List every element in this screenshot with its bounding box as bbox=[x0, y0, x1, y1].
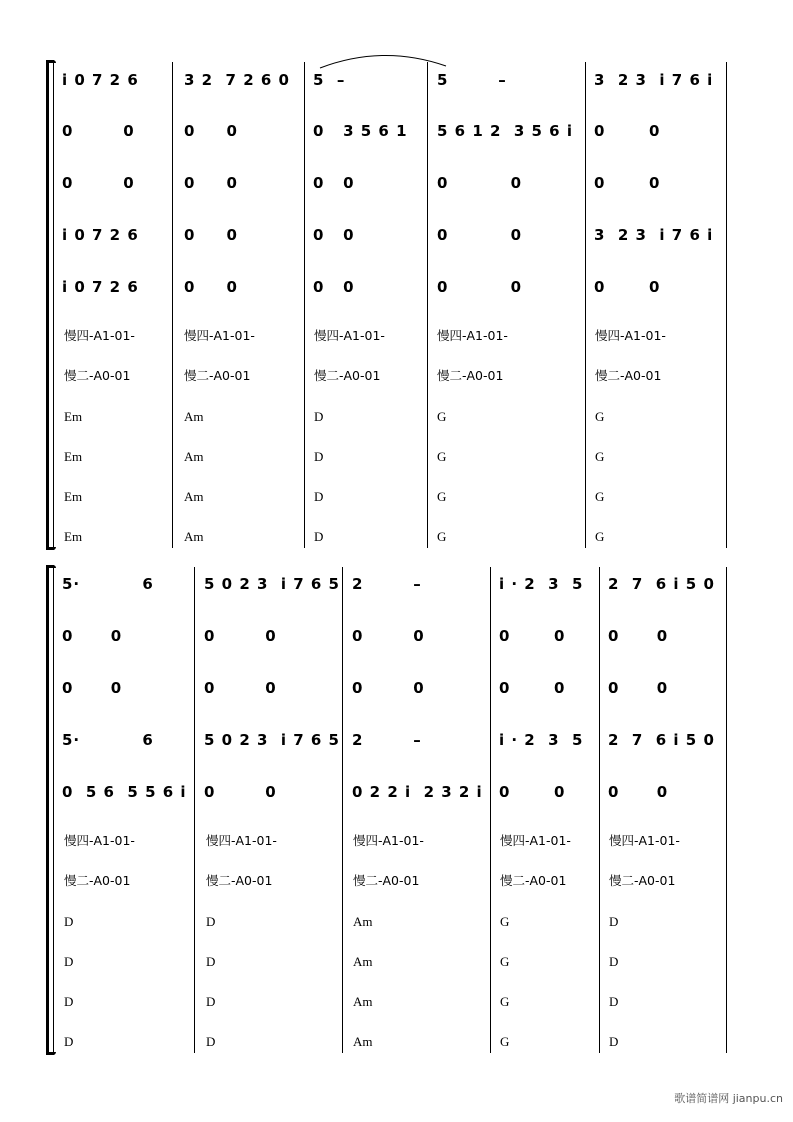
chord-label: D bbox=[314, 409, 324, 424]
system-1-barline-2 bbox=[304, 62, 305, 548]
chord-label: G bbox=[595, 409, 605, 424]
rhythm-label: 慢四-A1-01- bbox=[184, 328, 255, 343]
note-cell: 0 0 bbox=[608, 679, 669, 697]
note-cell: 0 0 bbox=[352, 627, 425, 645]
note-cell: 0 0 bbox=[204, 627, 277, 645]
note-cell: 0 0 bbox=[62, 679, 123, 697]
note-cell: 0 2 2 i 2 3 2 i bbox=[352, 783, 483, 801]
rhythm-label: 慢二-A0-01 bbox=[595, 368, 662, 383]
chord-label: Em bbox=[64, 449, 83, 464]
note-cell: 0 0 bbox=[437, 226, 523, 244]
rhythm-label: 慢二-A0-01 bbox=[206, 873, 273, 888]
chord-label: G bbox=[500, 1034, 510, 1049]
note-cell: 0 0 bbox=[204, 783, 277, 801]
rhythm-label: 慢四-A1-01- bbox=[314, 328, 385, 343]
rhythm-label: 慢四-A1-01- bbox=[437, 328, 508, 343]
chord-label: Am bbox=[184, 529, 204, 544]
chord-label: G bbox=[595, 489, 605, 504]
note-cell: 0 0 bbox=[608, 783, 669, 801]
system-1-barline-4 bbox=[585, 62, 586, 548]
note-cell: 5 – bbox=[437, 71, 507, 89]
chord-label: D bbox=[314, 529, 324, 544]
note-cell: 0 0 bbox=[204, 679, 277, 697]
system-2-barline-4 bbox=[599, 567, 600, 1053]
note-cell: 0 0 bbox=[594, 174, 661, 192]
chord-label: G bbox=[437, 489, 447, 504]
note-cell: 0 0 bbox=[313, 226, 355, 244]
note-cell: 0 3 5 6 1 bbox=[313, 122, 408, 140]
rhythm-label: 慢二-A0-01 bbox=[64, 873, 131, 888]
chord-label: Em bbox=[64, 489, 83, 504]
system-1-barline-3 bbox=[427, 62, 428, 548]
chord-label: Am bbox=[184, 409, 204, 424]
rhythm-label: 慢四-A1-01- bbox=[64, 833, 135, 848]
system-1-barline-1 bbox=[172, 62, 173, 548]
rhythm-label: 慢二-A0-01 bbox=[314, 368, 381, 383]
chord-label: D bbox=[206, 1034, 216, 1049]
note-cell: 2 7 6 i 5 0 bbox=[608, 575, 715, 593]
note-cell: 5 0 2 3 i 7 6 5 bbox=[204, 575, 340, 593]
system-2-barline-3 bbox=[490, 567, 491, 1053]
system-1-bracket-line bbox=[53, 60, 54, 550]
note-cell: 0 0 bbox=[313, 278, 355, 296]
note-cell: 0 0 bbox=[184, 122, 238, 140]
note-cell: 0 0 bbox=[313, 174, 355, 192]
rhythm-label: 慢四-A1-01- bbox=[206, 833, 277, 848]
note-cell: 3 2 3 i 7 6 i bbox=[594, 226, 714, 244]
rhythm-label: 慢四-A1-01- bbox=[353, 833, 424, 848]
rhythm-label: 慢二-A0-01 bbox=[353, 873, 420, 888]
rhythm-label: 慢四-A1-01- bbox=[595, 328, 666, 343]
note-cell: 2 7 6 i 5 0 bbox=[608, 731, 715, 749]
rhythm-label: 慢四-A1-01- bbox=[64, 328, 135, 343]
chord-label: Am bbox=[353, 914, 373, 929]
note-cell: 2 – bbox=[352, 731, 422, 749]
note-cell: 5· 6 bbox=[62, 575, 154, 593]
note-cell: 5 6 1 2 3 5 6 i bbox=[437, 122, 573, 140]
chord-label: D bbox=[64, 994, 74, 1009]
note-cell: 3 2 3 i 7 6 i bbox=[594, 71, 714, 89]
chord-label: D bbox=[206, 914, 216, 929]
chord-label: Am bbox=[353, 994, 373, 1009]
note-cell: 0 0 bbox=[437, 278, 523, 296]
note-cell: 0 0 bbox=[594, 122, 661, 140]
chord-label: G bbox=[595, 449, 605, 464]
note-cell: i 0 7 2 6 bbox=[62, 226, 139, 244]
note-cell: 0 0 bbox=[184, 174, 238, 192]
rhythm-label: 慢二-A0-01 bbox=[437, 368, 504, 383]
tie-slur bbox=[318, 50, 448, 70]
note-cell: 5· 6 bbox=[62, 731, 154, 749]
note-cell: 0 0 bbox=[62, 122, 135, 140]
note-cell: 0 0 bbox=[184, 278, 238, 296]
chord-label: D bbox=[206, 954, 216, 969]
system-2-brace bbox=[46, 565, 56, 1055]
chord-label: Am bbox=[353, 1034, 373, 1049]
chord-label: D bbox=[609, 1034, 619, 1049]
note-cell: 0 0 bbox=[184, 226, 238, 244]
chord-label: G bbox=[437, 529, 447, 544]
chord-label: G bbox=[500, 954, 510, 969]
system-2-bracket-line bbox=[53, 565, 54, 1055]
note-cell: 0 0 bbox=[608, 627, 669, 645]
system-1-brace bbox=[46, 60, 56, 550]
chord-label: Am bbox=[353, 954, 373, 969]
chord-label: G bbox=[500, 914, 510, 929]
system-2-barline-end bbox=[726, 567, 727, 1053]
chord-label: G bbox=[500, 994, 510, 1009]
rhythm-label: 慢二-A0-01 bbox=[184, 368, 251, 383]
watermark-text: 歌谱简谱网 jianpu.cn bbox=[674, 1092, 783, 1105]
note-cell: 0 0 bbox=[594, 278, 661, 296]
note-cell: 5 0 2 3 i 7 6 5 bbox=[204, 731, 340, 749]
note-cell: i · 2 3 5 bbox=[499, 731, 584, 749]
rhythm-label: 慢四-A1-01- bbox=[500, 833, 571, 848]
note-cell: i 0 7 2 6 bbox=[62, 71, 139, 89]
chord-label: Em bbox=[64, 409, 83, 424]
note-cell: 0 0 bbox=[62, 627, 123, 645]
chord-label: D bbox=[314, 489, 324, 504]
chord-label: Am bbox=[184, 489, 204, 504]
note-cell: 2 – bbox=[352, 575, 422, 593]
chord-label: D bbox=[314, 449, 324, 464]
chord-label: D bbox=[609, 954, 619, 969]
note-cell: 0 0 bbox=[62, 174, 135, 192]
chord-label: D bbox=[64, 954, 74, 969]
note-cell: 0 0 bbox=[437, 174, 523, 192]
note-cell: 3 2 7 2 6 0 bbox=[184, 71, 290, 89]
note-cell: 0 0 bbox=[499, 627, 566, 645]
chord-label: D bbox=[609, 914, 619, 929]
note-cell: i · 2 3 5 bbox=[499, 575, 584, 593]
note-cell: 5 – bbox=[313, 71, 346, 89]
chord-label: Em bbox=[64, 529, 83, 544]
chord-label: G bbox=[595, 529, 605, 544]
chord-label: D bbox=[206, 994, 216, 1009]
system-2-barline-1 bbox=[194, 567, 195, 1053]
rhythm-label: 慢二-A0-01 bbox=[609, 873, 676, 888]
chord-label: G bbox=[437, 409, 447, 424]
system-2-barline-2 bbox=[342, 567, 343, 1053]
rhythm-label: 慢四-A1-01- bbox=[609, 833, 680, 848]
note-cell: 0 0 bbox=[352, 679, 425, 697]
note-cell: 0 0 bbox=[499, 679, 566, 697]
chord-label: D bbox=[64, 1034, 74, 1049]
chord-label: Am bbox=[184, 449, 204, 464]
chord-label: D bbox=[64, 914, 74, 929]
rhythm-label: 慢二-A0-01 bbox=[500, 873, 567, 888]
note-cell: 0 0 bbox=[499, 783, 566, 801]
chord-label: G bbox=[437, 449, 447, 464]
system-1-barline-end bbox=[726, 62, 727, 548]
chord-label: D bbox=[609, 994, 619, 1009]
rhythm-label: 慢二-A0-01 bbox=[64, 368, 131, 383]
note-cell: i 0 7 2 6 bbox=[62, 278, 139, 296]
note-cell: 0 5 6 5 5 6 i bbox=[62, 783, 187, 801]
